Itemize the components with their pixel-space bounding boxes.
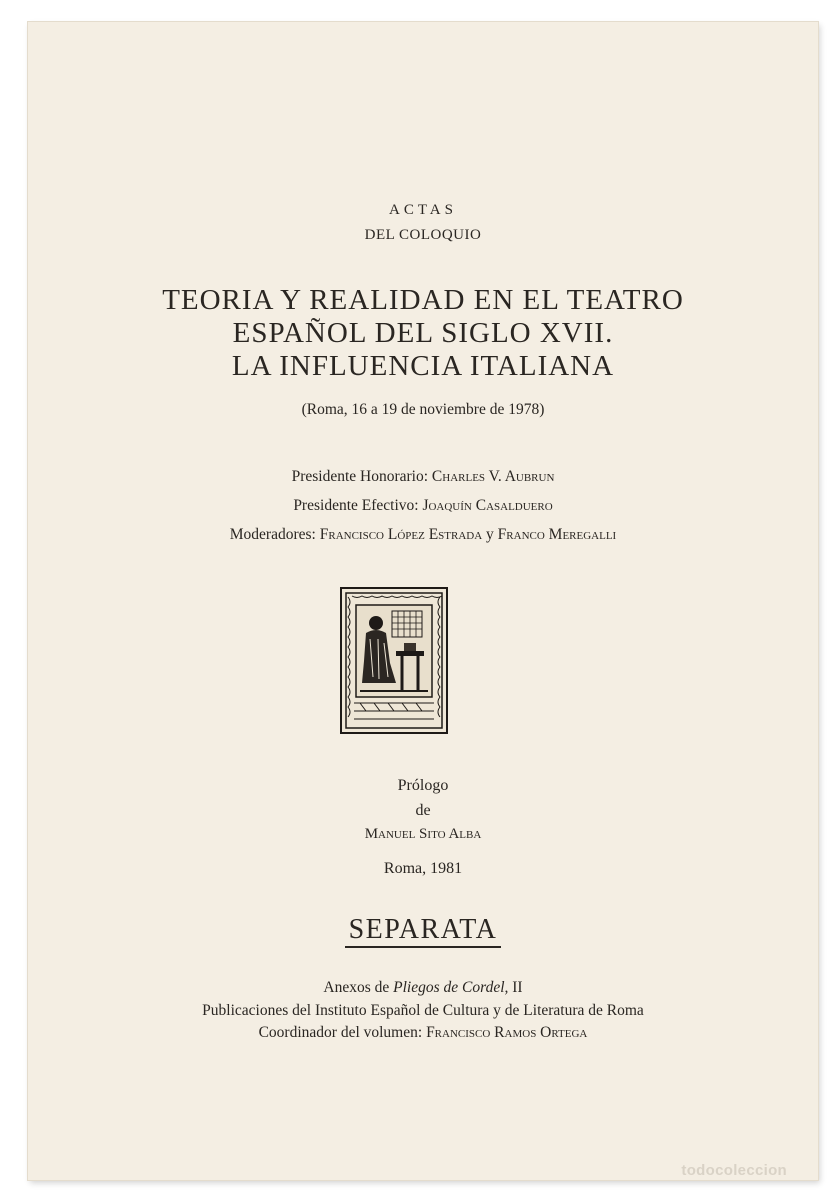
title-line-2: ESPAÑOL DEL SIGLO XVII. (232, 317, 614, 349)
acting-president-name: Joaquín Casalduero (422, 497, 553, 514)
footer-annex (28, 979, 818, 997)
acting-president-label: Presidente Efectivo: (293, 497, 419, 514)
place-year: Roma, 1981 (383, 860, 463, 877)
annex-title: Pliegos de Cordel, (393, 979, 509, 996)
honorary-president-label: Presidente Honorario: (291, 468, 429, 485)
acting-president (28, 497, 818, 515)
prologue-author: Manuel Sito Alba (364, 826, 482, 842)
separata-label: SEPARATA (345, 914, 502, 948)
moderator-name-1: Francisco López Estrada (319, 526, 483, 543)
coordinator-name: Francisco Ramos Ortega (426, 1024, 588, 1041)
footer-publisher: Publicaciones del Instituto Español de Cultura y de Literatura de Roma (202, 1002, 644, 1019)
prologue-de: de (415, 802, 431, 819)
moderators-conjunction: y (486, 526, 494, 543)
moderator-name-2: Franco Meregalli (497, 526, 617, 543)
book-cover-page (28, 22, 818, 1180)
moderators-label: Moderadores: (229, 526, 316, 543)
annex-prefix: Anexos de (323, 979, 394, 996)
title-line-1: TEORIA Y REALIDAD EN EL TEATRO (162, 284, 684, 316)
actas-heading: ACTAS (389, 202, 457, 218)
title-line-3: LA INFLUENCIA ITALIANA (231, 350, 615, 382)
coloquio-heading: DEL COLOQUIO (364, 227, 482, 243)
colloquium-dates: (Roma, 16 a 19 de noviembre de 1978) (301, 401, 545, 418)
prologue-label: Prólogo (397, 777, 449, 794)
honorary-president-name: Charles V. Aubrun (431, 468, 555, 485)
woodcut-emblem-icon (340, 587, 448, 734)
footer-coordinator (28, 1024, 818, 1042)
coordinator-label: Coordinador del volumen: (258, 1024, 423, 1041)
moderators (28, 526, 818, 544)
annex-suffix: II (508, 979, 523, 996)
separata-box (28, 914, 818, 948)
watermark-text: todocoleccion (681, 1162, 787, 1179)
honorary-president (28, 468, 818, 486)
